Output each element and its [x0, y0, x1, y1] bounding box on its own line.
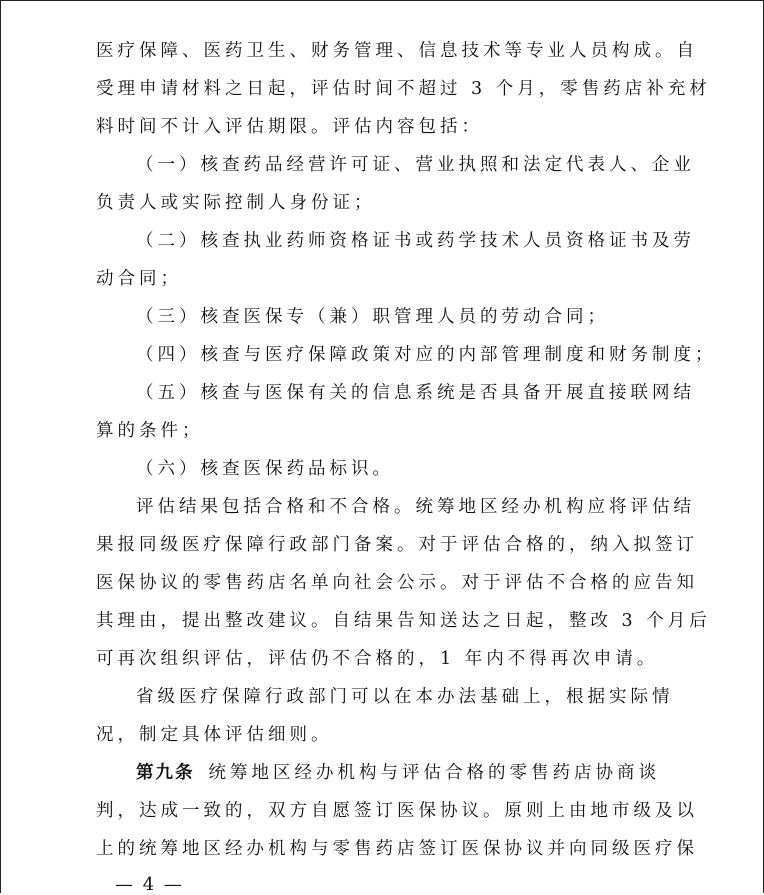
paragraph-start: 评估结果包括合格和不合格。统筹地区经办机构应将评估结 [136, 497, 695, 517]
list-item-1: （一）核查药品经营许可证、营业执照和法定代表人、企业 [136, 155, 695, 175]
page-number: — 4 — [115, 874, 184, 895]
text-line: 果报同级医疗保障行政部门备案。对于评估合格的，纳入拟签订 [96, 535, 698, 555]
paragraph-start: 省级医疗保障行政部门可以在本办法基础上，根据实际情 [136, 687, 674, 707]
text-line: 其理由，提出整改建议。自结果告知送达之日起，整改 3 个月后 [96, 611, 711, 631]
document-body [96, 32, 717, 868]
text-line: 负责人或实际控制人身份证； [96, 193, 376, 213]
text-line: 料时间不计入评估期限。评估内容包括： [96, 117, 483, 137]
article-text: 统筹地区经办机构与评估合格的零售药店协商谈 [208, 763, 660, 783]
text-line: 判，达成一致的，双方自愿签订医保协议。原则上由地市级及以 [96, 801, 698, 821]
list-item-3: （三）核查医保专（兼）职管理人员的劳动合同； [136, 307, 609, 327]
article-first-line [96, 754, 668, 792]
text-line: 医疗保障、医药卫生、财务管理、信息技术等专业人员构成。自 [96, 41, 698, 61]
list-item-6: （六）核查医保药品标识。 [136, 459, 394, 479]
list-item-5: （五）核查与医保有关的信息系统是否具备开展直接联网结 [136, 383, 695, 403]
text-line: 可再次组织评估，评估仍不合格的，1 年内不得再次申请。 [96, 649, 659, 669]
text-line: 况，制定具体评估细则。 [96, 725, 333, 745]
text-line: 上的统筹地区经办机构与零售药店签订医保协议并向同级医疗保 [96, 839, 698, 859]
list-item-4: （四）核查与医疗保障政策对应的内部管理制度和财务制度； [136, 345, 717, 365]
text-line: 受理申请材料之日起，评估时间不超过 3 个月，零售药店补充材 [96, 79, 711, 99]
text-line: 动合同； [96, 269, 182, 289]
article-label: 第九条 [136, 763, 195, 783]
text-line: 算的条件； [96, 421, 204, 441]
text-line: 医保协议的零售药店名单向社会公示。对于评估不合格的应告知 [96, 573, 698, 593]
list-item-2: （二）核查执业药师资格证书或药学技术人员资格证书及劳 [136, 231, 695, 251]
